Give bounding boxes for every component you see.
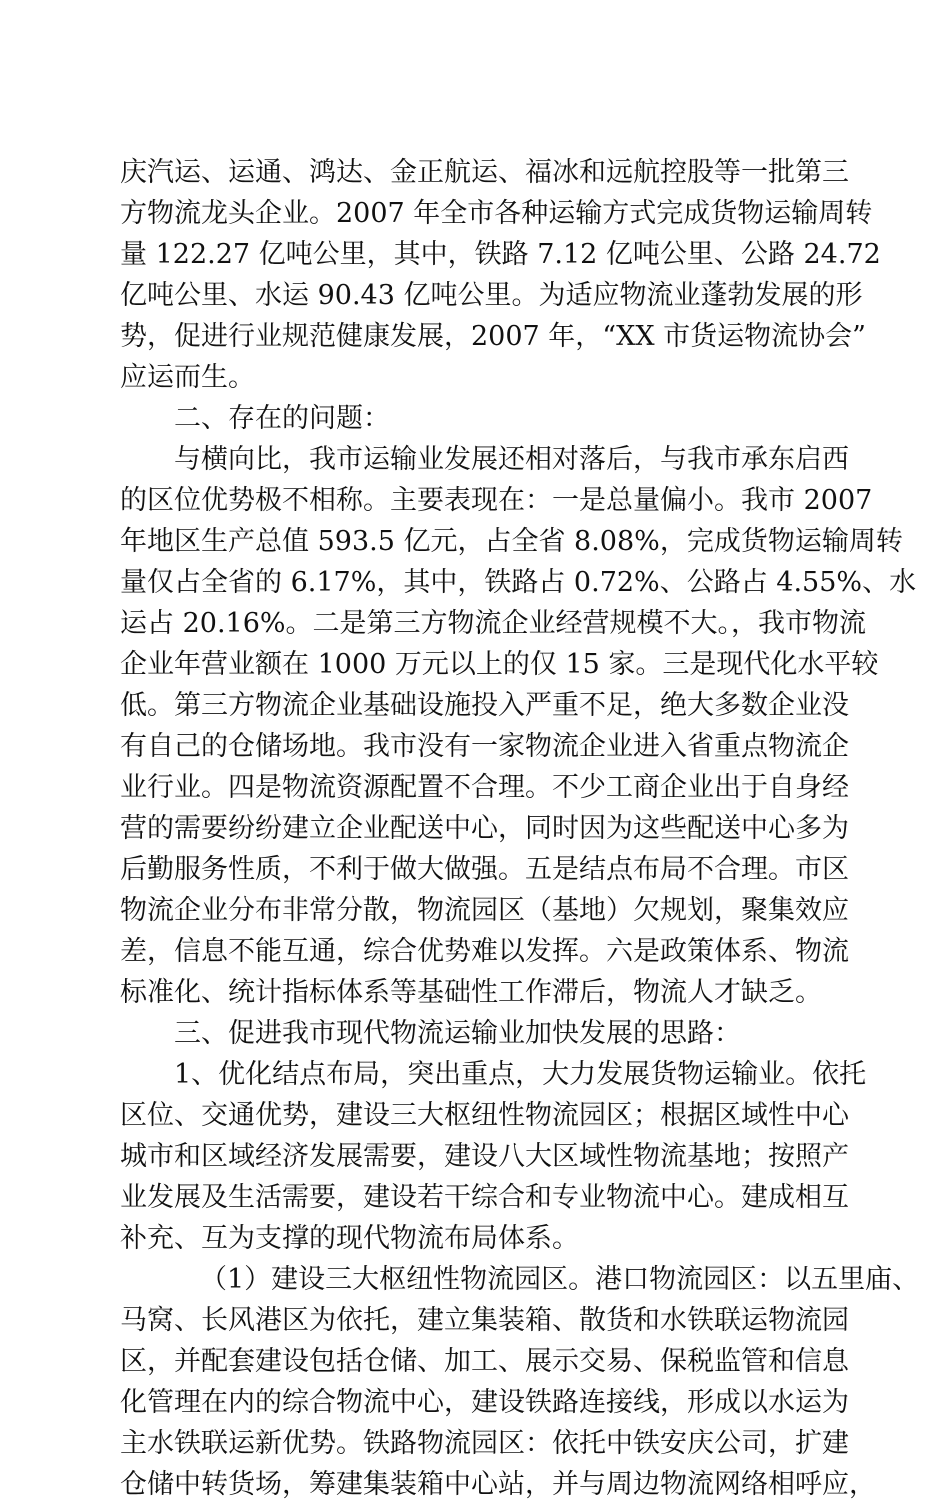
text-line: 的区位优势极不相称。主要表现在：一是总量偏小。我市 2007 xyxy=(120,485,873,516)
text-line: 与横向比，我市运输业发展还相对落后，与我市承东启西 xyxy=(174,444,849,475)
text-line: （1）建设三大枢纽性物流园区。港口物流园区：以五里庙、 xyxy=(200,1264,920,1295)
document-body xyxy=(120,152,920,1505)
text-line: 营的需要纷纷建立企业配送中心，同时因为这些配送中心多为 xyxy=(120,813,849,844)
text-line: 补充、互为支撑的现代物流布局体系。 xyxy=(120,1223,579,1254)
text-line: 标准化、统计指标体系等基础性工作滞后，物流人才缺乏。 xyxy=(120,977,822,1008)
text-line: 有自己的仓储场地。我市没有一家物流企业进入省重点物流企 xyxy=(120,731,849,762)
text-line: 应运而生。 xyxy=(120,362,255,393)
text-line: 仓储中转货场，筹建集装箱中心站，并与周边物流网络相呼应， xyxy=(120,1469,876,1500)
section-heading: 三、促进我市现代物流运输业加快发展的思路： xyxy=(174,1018,741,1049)
text-line: 企业年营业额在 1000 万元以上的仅 15 家。三是现代化水平较 xyxy=(120,649,879,680)
text-line: 运占 20.16%。二是第三方物流企业经营规模不大。，我市物流 xyxy=(120,608,867,639)
text-line: 区，并配套建设包括仓储、加工、展示交易、保税监管和信息 xyxy=(120,1346,849,1377)
text-line: 马窝、长风港区为依托，建立集装箱、散货和水铁联运物流园 xyxy=(120,1305,849,1336)
section-heading: 二、存在的问题： xyxy=(174,403,390,434)
text-line: 城市和区域经济发展需要，建设八大区域性物流基地；按照产 xyxy=(120,1141,849,1172)
text-line: 物流企业分布非常分散，物流园区（基地）欠规划，聚集效应 xyxy=(120,895,849,926)
text-line: 势，促进行业规范健康发展，2007 年，“XX 市货运物流协会” xyxy=(120,321,866,352)
text-line: 年地区生产总值 593.5 亿元，占全省 8.08%，完成货物运输周转 xyxy=(120,526,903,557)
text-line: 亿吨公里、水运 90.43 亿吨公里。为适应物流业蓬勃发展的形 xyxy=(120,280,863,311)
text-line: 量仅占全省的 6.17%，其中，铁路占 0.72%、公路占 4.55%、水 xyxy=(120,567,917,598)
text-line: 量 122.27 亿吨公里，其中，铁路 7.12 亿吨公里、公路 24.72 xyxy=(120,239,881,270)
text-line: 低。第三方物流企业基础设施投入严重不足，绝大多数企业没 xyxy=(120,690,849,721)
text-line: 方物流龙头企业。2007 年全市各种运输方式完成货物运输周转 xyxy=(120,198,873,229)
text-line: 后勤服务性质，不利于做大做强。五是结点布局不合理。市区 xyxy=(120,854,849,885)
text-line: 区位、交通优势，建设三大枢纽性物流园区；根据区域性中心 xyxy=(120,1100,849,1131)
text-line: 业行业。四是物流资源配置不合理。不少工商企业出于自身经 xyxy=(120,772,849,803)
text-line: 化管理在内的综合物流中心，建设铁路连接线，形成以水运为 xyxy=(120,1387,849,1418)
text-line: 主水铁联运新优势。铁路物流园区：依托中铁安庆公司，扩建 xyxy=(120,1428,849,1459)
text-line: 1、优化结点布局，突出重点，大力发展货物运输业。依托 xyxy=(174,1059,867,1090)
text-line: 庆汽运、运通、鸿达、金正航运、福冰和远航控股等一批第三 xyxy=(120,157,849,188)
text-line: 差，信息不能互通，综合优势难以发挥。六是政策体系、物流 xyxy=(120,936,849,967)
text-line: 业发展及生活需要，建设若干综合和专业物流中心。建成相互 xyxy=(120,1182,849,1213)
